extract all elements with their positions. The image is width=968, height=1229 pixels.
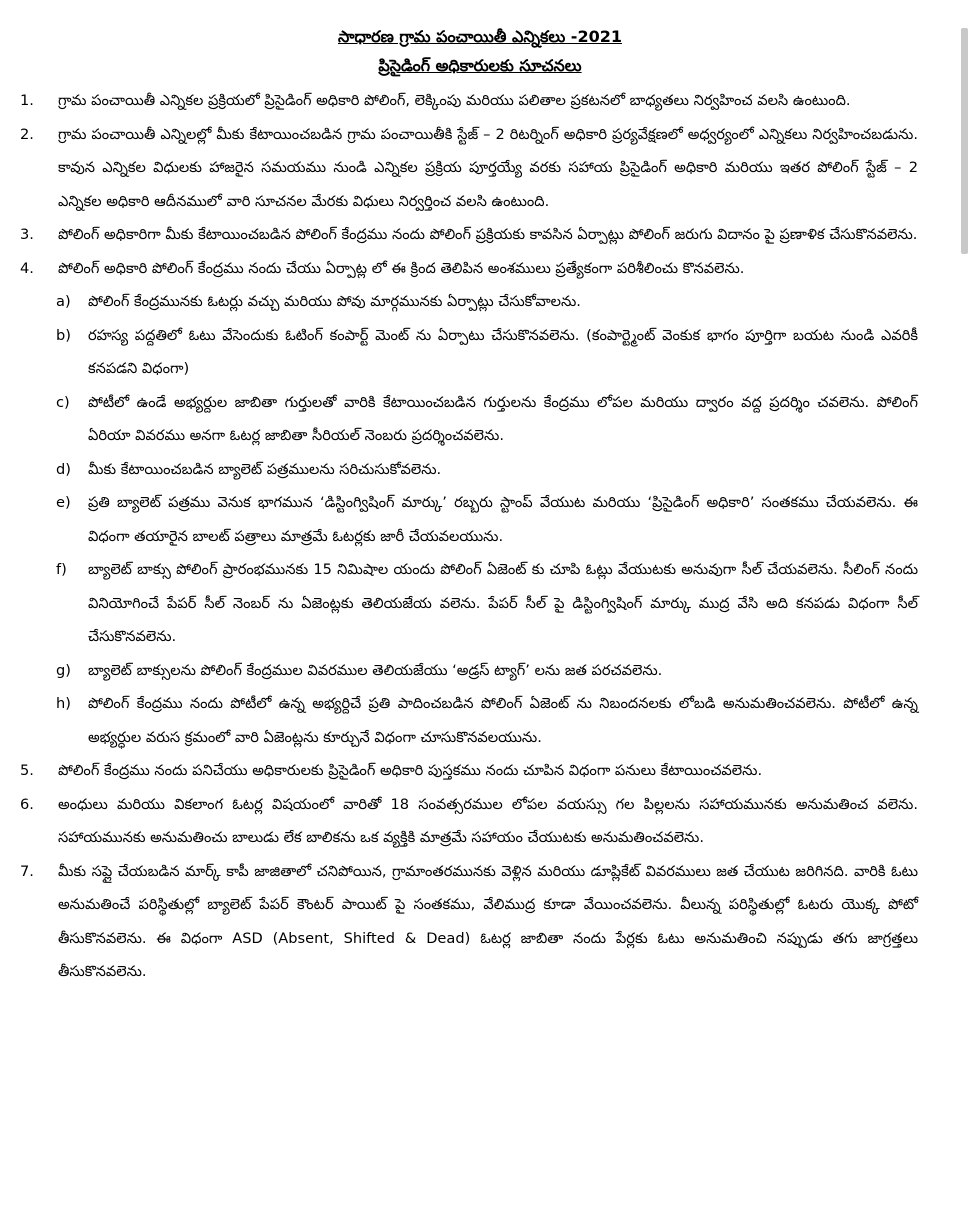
sub-item-letter: h)	[56, 695, 71, 712]
sub-item-letter: d)	[56, 460, 71, 478]
list-item	[0, 84, 960, 118]
sub-list-item	[0, 654, 960, 688]
sub-item-text: పోలింగ్ కేంద్రము నందు పోటీలో ఉన్న అభ్యర్దిచే ప్రతి పాదించబడిన పోలింగ్ ఏజెంట్ ను నిబందనలకు లోబడి అనుమతించవలెను. పోటీలో ఉన్న అభ్యర్ధుల వరుస క్రమంలో వారి ఏజెంట్లను కూర్చునే విధంగా చూసుకొనవలయును.	[88, 695, 918, 746]
sub-item-letter: f)	[56, 561, 67, 578]
sub-list-item	[0, 687, 960, 754]
list-item	[0, 218, 960, 252]
item-text: గ్రామ పంచాయితీ ఎన్నికల ప్రక్రియలో ప్రిసైడింగ్ అధికారి పోలింగ్, లెక్కింపు మరియు పలితాల ప్రకటనలో బాధ్యతలు నిర్వహించ వలసి ఉంటుంది.	[58, 92, 851, 109]
sub-item-letter: a)	[56, 293, 71, 310]
sub-item-text: రహస్య పద్దతిలో ఓటు వేసెందుకు ఓటింగ్ కంపార్ట్ మెంట్ ను ఏర్పాటు చేసుకొనవలెను. (కంపార్ట్మెంట్ వెంకుక భాగం పూర్తిగా బయట నుండి ఎవరికీ కనపడని విధంగా)	[88, 326, 918, 377]
sub-item-text: మీకు కేటాయించబడిన బ్యాలెట్ పత్రములను సరిచుసుకోవలెను.	[88, 460, 442, 478]
instructions-list	[0, 84, 960, 989]
vertical-scrollbar[interactable]	[960, 0, 968, 1229]
list-item	[0, 118, 960, 219]
item-number: 4.	[20, 259, 34, 277]
sub-item-text: బ్యాలెట్ బాక్సు పోలింగ్ ప్రారంభమునకు 15 నిమిషాల యందు పోలింగ్ ఏజెంట్ కు చూపి ఓట్లు వేయుటకు అనువుగా సీల్ చేయవలెను. సీలింగ్ నందు వినియోగించే పేపర్ సీల్ నెంబర్ ను ఏజెంట్లకు తెలియజేయ వలెను. పేపర్ సీల్ పై డిస్టింగ్విషింగ్ మార్కు ముద్ర వేసి అది కనపడు విధంగా సీల్ చేసుకొనవలెను.	[88, 561, 918, 645]
sub-item-text: పోలింగ్ కేంద్రమునకు ఓటర్లు వచ్చు మరియు పోవు మార్గమునకు ఏర్పాట్లు చేసుకోవాలను.	[88, 293, 581, 310]
sub-item-letter: e)	[56, 494, 71, 511]
item-number: 5.	[20, 762, 34, 779]
item-text: మీకు సప్లై చేయబడిన మార్క్ కాపీ జాజితాలో చనిపోయిన, గ్రామాంతరమునకు వెళ్లిన మరియు డూప్లికేట్ వివరములు జత చేయుట జరిగినది. వారికి ఓటు అనుమతించే పరిస్థితుల్లో బ్యాలెట్ పేపర్ కౌంటర్ పాయిట్ పై సంతకము, వేలిముద్ర కూడా వేయించవలెను. వీలున్న పరిస్థితుల్లో ఓటరు యొక్క పోటో తీసుకొనవలెను. ఈ విధంగా ASD (Absent, Shifted & Dead) ఓటర్ల జాబితా నందు పేర్లకు ఓటు అనుమతించి నప్పుడు తగు జాగ్రత్తలు తీసుకొనవలెను.	[58, 862, 918, 980]
item-text: పోలింగ్ అధికారిగా మీకు కేటాయించబడిన పోలింగ్ కేంద్రము నందు పోలింగ్ ప్రక్రియకు కావసిన ఏర్పాట్లు పోలింగ్ జరుగు విదానం పై ప్రణాళిక చేసుకొనవలెను.	[58, 226, 918, 243]
document-title: సాధారణ గ్రామ పంచాయితీ ఎన్నికలు -2021	[338, 27, 622, 46]
sub-item-letter: g)	[56, 661, 71, 679]
list-item	[0, 252, 960, 286]
sub-list-item	[0, 285, 960, 319]
sub-item-text: పోటీలో ఉండే అభ్యర్దుల జాబితా గుర్తులతో వారికి కేటాయించబడిన గుర్తులను కేంద్రము లోపల మరియు ద్వారం వద్ద ప్రదర్శిం చవలెను. పోలింగ్ ఏరియా వివరము అనగా ఓటర్ల జాబితా సీరియల్ నెంబరు ప్రదర్శించవలెను.	[88, 393, 918, 444]
sub-item-letter: b)	[56, 326, 71, 344]
item-text: గ్రామ పంచాయితీ ఎన్నిలల్లో మీకు కేటాయించబడిన గ్రామ పంచాయితీకి స్టేజ్ – 2 రిటర్నింగ్ అధికారి ప్రర్యవేక్షణలో అధ్వర్యంలో ఎన్నికలు నిర్వహించబడును. కావున ఎన్నికల విధులకు హాజరైన సమయము నుండి ఎన్నికల ప్రక్రియ పూర్తయ్యే వరకు సహాయ ప్రిసైడింగ్ అధికారి మరియు ఇతర పోలింగ్ స్టేజ్ – 2 ఎన్నికల అధికారి ఆదీనములో వారి సూచనల మేరకు విధులు నిర్వర్తించ వలసి ఉంటుంది.	[58, 125, 918, 210]
sub-item-letter: c)	[56, 393, 70, 411]
item-text: అంధులు మరియు వికలాంగ ఓటర్ల విషయంలో వారితో 18 సంవత్సరముల లోపల వయస్సు గల పిల్లలను సహాయమునకు అనుమతించ వలెను. సహాయమునకు అనుమతించు బాలుడు లేక బాలికను ఒక వ్యక్తికి మాత్రమే సహాయం చేయుటకు అనుమతించవలెను.	[58, 795, 919, 846]
sub-list-item	[0, 319, 960, 386]
sub-item-text: ప్రతి బ్యాలెట్ పత్రము వెనుక భాగమున ‘డిస్టింగ్విషింగ్ మార్కు’ రబ్బరు స్టాంప్ వేయుట మరియు ‘ప్రిసైడింగ్ అధికారి’ సంతకము చేయవలెను. ఈ విధంగా తయారైన బాలట్ పత్రాలు మాత్రమే ఓటర్లకు జారీ చేయవలయును.	[88, 494, 918, 545]
sub-list-item	[0, 386, 960, 453]
item-number: 1.	[20, 92, 34, 109]
sub-list-item	[0, 486, 960, 553]
list-item	[0, 754, 960, 788]
item-number: 2.	[20, 125, 34, 143]
sub-list-item	[0, 453, 960, 487]
sub-list-item	[0, 553, 960, 654]
item-number: 6.	[20, 795, 34, 813]
list-item	[0, 788, 960, 855]
scrollbar-thumb[interactable]	[961, 28, 968, 254]
sub-item-text: బ్యాలెట్ బాక్సులను పోలింగ్ కేంద్రముల వివరముల తెలియజేయు ‘అడ్రస్ ట్యాగ్’ లను జత పరచవలెను.	[88, 661, 663, 679]
item-number: 3.	[20, 226, 34, 243]
item-text: పోలింగ్ కేంద్రము నందు పనిచేయు అధికారులకు ప్రిసైడింగ్ అధికారి పుస్తకము నందు చూపిన విధంగా పనులు కేటాయించవలెను.	[58, 762, 763, 779]
document-subtitle: ప్రిసైడింగ్ అధికారులకు సూచనలు	[378, 56, 582, 75]
item-text: పోలింగ్ అధికారి పోలింగ్ కేంద్రము నందు చేయు ఏర్పాట్ల లో ఈ క్రింద తెలిపిన అంశములు ప్రత్యేకంగా పరిశీలించు కొనవలెను.	[58, 259, 745, 277]
list-item	[0, 855, 960, 989]
item-number: 7.	[20, 862, 34, 880]
